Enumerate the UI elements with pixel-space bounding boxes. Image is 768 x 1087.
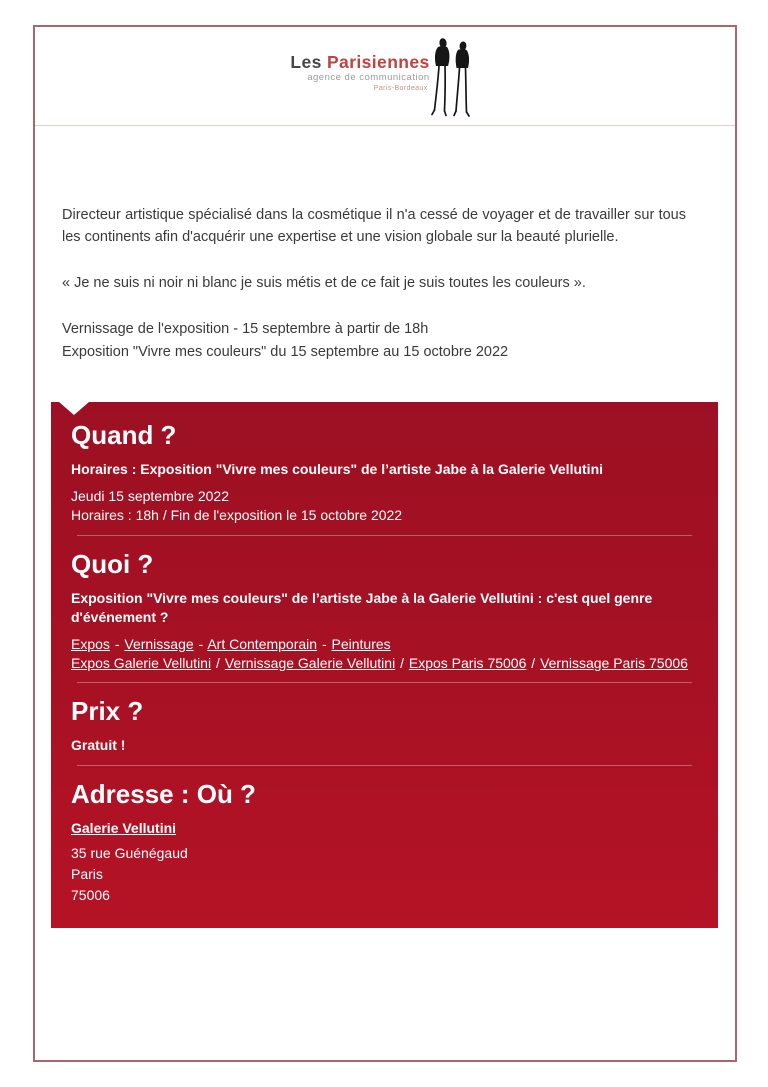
tag-separator: - xyxy=(198,636,204,652)
prix-value: Gratuit ! xyxy=(71,737,126,753)
logo-tagline: agence de communication xyxy=(307,72,430,83)
category-links-row1 xyxy=(71,635,698,654)
quoi-title: Quoi ? xyxy=(71,549,154,579)
header xyxy=(35,27,735,126)
tag-link-expos-paris[interactable]: Expos Paris 75006 xyxy=(408,654,527,671)
event-card xyxy=(51,402,718,928)
tag-separator: / xyxy=(531,654,536,671)
tag-link-vernissage-galerie[interactable]: Vernissage Galerie Vellutini xyxy=(224,654,396,671)
tag-link-art-contemporain[interactable]: Art Contemporain xyxy=(207,636,318,652)
tag-link-peintures[interactable]: Peintures xyxy=(331,636,391,652)
tag-separator: - xyxy=(114,636,120,652)
card-notch xyxy=(59,402,89,415)
logo-cities: Paris-Bordeaux xyxy=(373,85,428,92)
quand-subtitle: Horaires : Exposition "Vivre mes couleurs" de l’artiste Jabe à la Galerie Vellutini xyxy=(71,461,604,477)
tag-separator: / xyxy=(215,654,220,671)
adresse-title: Adresse : Où ? xyxy=(71,779,256,809)
intro-quote: « Je ne suis ni noir ni blanc je suis métis et de ce fait je suis toutes les couleurs ». xyxy=(62,275,586,291)
section-prix xyxy=(71,696,698,755)
address-city: Paris xyxy=(71,866,103,882)
address-street: 35 rue Guénégaud xyxy=(71,845,188,861)
tag-link-vernissage-paris[interactable]: Vernissage Paris 75006 xyxy=(540,654,688,671)
section-divider xyxy=(77,535,692,536)
venue-link[interactable]: Galerie Vellutini xyxy=(71,820,177,836)
section-divider xyxy=(77,765,692,766)
section-quand xyxy=(71,420,698,525)
intro-section xyxy=(35,126,735,364)
intro-paragraph: Directeur artistique spécialisé dans la cosmétique il n'a cessé de voyager et de travailler sur tous les continents afin d'acquérir une expertise et une vision globale sur la beauté plurielle. xyxy=(62,207,686,245)
tag-separator: / xyxy=(400,654,404,671)
section-quoi xyxy=(71,549,698,672)
tag-separator: - xyxy=(321,636,327,652)
section-adresse xyxy=(71,779,698,906)
quoi-subtitle: Exposition "Vivre mes couleurs" de l’artiste Jabe à la Galerie Vellutini : c'est quel genre d'événement ? xyxy=(71,590,653,625)
quand-date: Jeudi 15 septembre 2022 xyxy=(71,488,229,504)
exposition-line: Exposition "Vivre mes couleurs" du 15 septembre au 15 octobre 2022 xyxy=(62,344,509,360)
logo xyxy=(290,39,479,117)
quand-title: Quand ? xyxy=(71,420,177,450)
section-divider xyxy=(77,682,692,683)
vernissage-line: Vernissage de l'exposition - 15 septembre à partir de 18h xyxy=(62,321,429,337)
tag-link-expos-galerie[interactable]: Expos Galerie Vellutini xyxy=(71,654,212,671)
logo-text xyxy=(290,53,429,94)
women-silhouettes-icon xyxy=(426,37,480,117)
brand-prefix-text: Les xyxy=(290,52,327,72)
quand-hours: Horaires : 18h / Fin de l'exposition le 15 octobre 2022 xyxy=(71,507,403,523)
address-postal: 75006 xyxy=(71,887,110,903)
tag-link-vernissage[interactable]: Vernissage xyxy=(124,636,194,652)
category-links-row2 xyxy=(71,654,698,673)
brand-main-text: Parisiennes xyxy=(326,52,430,72)
page-frame xyxy=(33,25,737,1062)
tag-link-expos[interactable]: Expos xyxy=(71,636,110,652)
intro-event-lines xyxy=(62,318,686,364)
brand-name xyxy=(290,53,429,72)
prix-title: Prix ? xyxy=(71,696,144,726)
